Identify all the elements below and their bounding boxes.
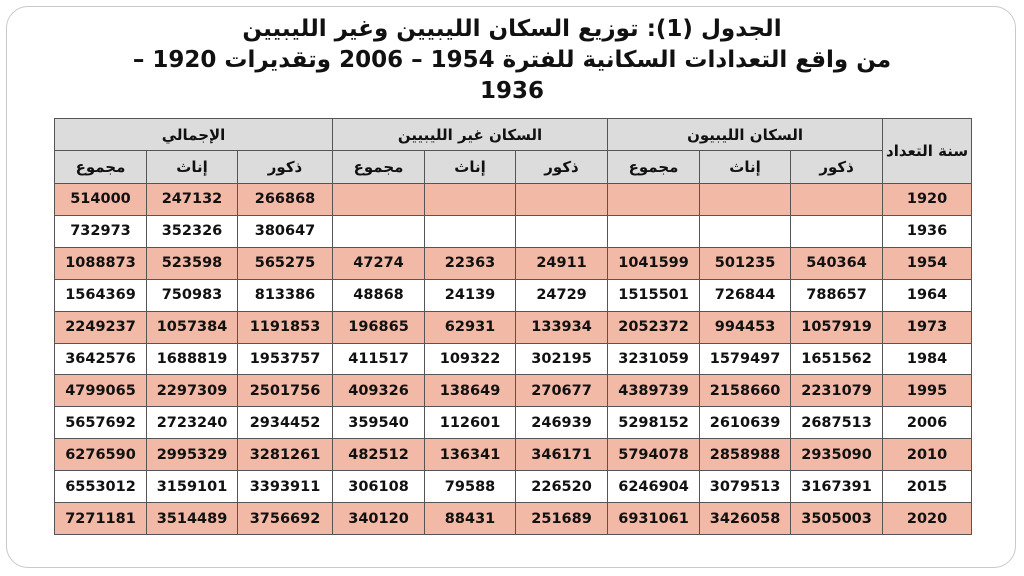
cell-non-sum: 359540	[333, 407, 425, 439]
title-line-2: من واقع التعدادات السكانية للفترة 1954 – 2006 وتقديرات 1920 –	[132, 47, 892, 73]
cell-year: 2015	[883, 471, 972, 503]
table-row	[55, 471, 972, 503]
cell-total-males: 1191853	[238, 311, 333, 343]
cell-year: 1936	[883, 215, 972, 247]
table-row	[55, 503, 972, 535]
cell-total-females: 352326	[147, 215, 238, 247]
cell-lib-females: 2158660	[700, 375, 791, 407]
header-lib-females: إناث	[700, 151, 791, 184]
header-census-year: سنة التعداد	[883, 119, 972, 184]
cell-non-females: 109322	[425, 343, 516, 375]
table-row	[55, 184, 972, 216]
header-non-libyans: السكان غير الليبيين	[333, 119, 608, 151]
cell-year: 2010	[883, 439, 972, 471]
cell-lib-males: 3505003	[791, 503, 883, 535]
header-total-sum: مجموع	[55, 151, 147, 184]
cell-year: 1920	[883, 184, 972, 216]
cell-lib-females: 2858988	[700, 439, 791, 471]
cell-non-sum: 482512	[333, 439, 425, 471]
cell-total-males: 813386	[238, 279, 333, 311]
header-non-males: ذكور	[516, 151, 608, 184]
cell-total-sum: 6553012	[55, 471, 147, 503]
cell-non-sum: 340120	[333, 503, 425, 535]
table-row	[55, 343, 972, 375]
cell-total-sum: 7271181	[55, 503, 147, 535]
cell-lib-males: 1651562	[791, 343, 883, 375]
cell-non-sum: 47274	[333, 247, 425, 279]
cell-non-females	[425, 184, 516, 216]
cell-lib-females	[700, 184, 791, 216]
cell-non-sum: 409326	[333, 375, 425, 407]
table-row	[55, 279, 972, 311]
cell-lib-sum: 6246904	[608, 471, 700, 503]
cell-non-females: 88431	[425, 503, 516, 535]
cell-total-sum: 4799065	[55, 375, 147, 407]
cell-year: 1984	[883, 343, 972, 375]
cell-lib-males: 540364	[791, 247, 883, 279]
cell-non-males: 133934	[516, 311, 608, 343]
cell-lib-males: 1057919	[791, 311, 883, 343]
cell-non-sum: 48868	[333, 279, 425, 311]
cell-non-sum	[333, 215, 425, 247]
cell-lib-females: 994453	[700, 311, 791, 343]
cell-total-sum: 1088873	[55, 247, 147, 279]
cell-total-females: 3514489	[147, 503, 238, 535]
cell-total-sum: 6276590	[55, 439, 147, 471]
cell-total-males: 266868	[238, 184, 333, 216]
header-total-females: إناث	[147, 151, 238, 184]
cell-total-males: 565275	[238, 247, 333, 279]
cell-total-males: 3393911	[238, 471, 333, 503]
table-row	[55, 407, 972, 439]
cell-non-sum	[333, 184, 425, 216]
header-row-subcolumns	[55, 151, 972, 184]
cell-non-males	[516, 184, 608, 216]
cell-non-sum: 411517	[333, 343, 425, 375]
cell-total-sum: 514000	[55, 184, 147, 216]
cell-lib-sum: 1515501	[608, 279, 700, 311]
cell-lib-males: 788657	[791, 279, 883, 311]
cell-lib-sum: 5794078	[608, 439, 700, 471]
cell-non-males: 270677	[516, 375, 608, 407]
header-total-males: ذكور	[238, 151, 333, 184]
cell-lib-females: 501235	[700, 247, 791, 279]
cell-non-females: 138649	[425, 375, 516, 407]
cell-total-females: 3159101	[147, 471, 238, 503]
cell-lib-females: 1579497	[700, 343, 791, 375]
cell-total-females: 2995329	[147, 439, 238, 471]
cell-total-males: 2501756	[238, 375, 333, 407]
cell-non-females: 136341	[425, 439, 516, 471]
cell-lib-sum: 2052372	[608, 311, 700, 343]
cell-year: 2020	[883, 503, 972, 535]
cell-total-females: 1057384	[147, 311, 238, 343]
cell-non-females: 24139	[425, 279, 516, 311]
cell-total-sum: 5657692	[55, 407, 147, 439]
cell-lib-males	[791, 215, 883, 247]
table-row	[55, 311, 972, 343]
cell-total-sum: 2249237	[55, 311, 147, 343]
cell-lib-females: 3079513	[700, 471, 791, 503]
cell-total-females: 2723240	[147, 407, 238, 439]
title-line-1: الجدول (1): توزيع السكان الليبيين وغير الليبيين	[242, 16, 782, 42]
cell-lib-males: 3167391	[791, 471, 883, 503]
cell-total-females: 523598	[147, 247, 238, 279]
cell-total-sum: 3642576	[55, 343, 147, 375]
population-table	[54, 118, 972, 535]
cell-non-males: 246939	[516, 407, 608, 439]
table-row	[55, 439, 972, 471]
cell-lib-females: 3426058	[700, 503, 791, 535]
cell-non-males: 24911	[516, 247, 608, 279]
cell-total-males: 2934452	[238, 407, 333, 439]
cell-total-males: 3756692	[238, 503, 333, 535]
cell-lib-females: 726844	[700, 279, 791, 311]
cell-year: 2006	[883, 407, 972, 439]
cell-total-sum: 732973	[55, 215, 147, 247]
header-lib-sum: مجموع	[608, 151, 700, 184]
cell-non-females: 62931	[425, 311, 516, 343]
cell-non-males: 226520	[516, 471, 608, 503]
cell-non-females: 79588	[425, 471, 516, 503]
cell-lib-sum: 6931061	[608, 503, 700, 535]
title-line-3: 1936	[479, 78, 544, 104]
cell-lib-males: 2935090	[791, 439, 883, 471]
header-row-groups	[55, 119, 972, 151]
cell-lib-sum	[608, 184, 700, 216]
cell-total-females: 247132	[147, 184, 238, 216]
cell-year: 1954	[883, 247, 972, 279]
cell-non-females	[425, 215, 516, 247]
cell-total-males: 380647	[238, 215, 333, 247]
table-row	[55, 215, 972, 247]
cell-total-males: 3281261	[238, 439, 333, 471]
cell-total-females: 1688819	[147, 343, 238, 375]
cell-non-sum: 196865	[333, 311, 425, 343]
header-total: الإجمالي	[55, 119, 333, 151]
cell-lib-males: 2687513	[791, 407, 883, 439]
cell-lib-females: 2610639	[700, 407, 791, 439]
cell-lib-sum	[608, 215, 700, 247]
cell-non-sum: 306108	[333, 471, 425, 503]
cell-total-females: 750983	[147, 279, 238, 311]
cell-lib-males: 2231079	[791, 375, 883, 407]
cell-year: 1995	[883, 375, 972, 407]
table-title	[60, 14, 964, 107]
cell-lib-females	[700, 215, 791, 247]
cell-non-males	[516, 215, 608, 247]
cell-non-males: 302195	[516, 343, 608, 375]
cell-lib-sum: 5298152	[608, 407, 700, 439]
cell-lib-males	[791, 184, 883, 216]
cell-non-males: 24729	[516, 279, 608, 311]
cell-total-females: 2297309	[147, 375, 238, 407]
header-non-females: إناث	[425, 151, 516, 184]
cell-lib-sum: 1041599	[608, 247, 700, 279]
cell-non-females: 22363	[425, 247, 516, 279]
table-row	[55, 247, 972, 279]
cell-lib-sum: 4389739	[608, 375, 700, 407]
header-libyans: السكان الليبيون	[608, 119, 883, 151]
cell-lib-sum: 3231059	[608, 343, 700, 375]
cell-year: 1964	[883, 279, 972, 311]
cell-total-males: 1953757	[238, 343, 333, 375]
cell-non-males: 346171	[516, 439, 608, 471]
cell-year: 1973	[883, 311, 972, 343]
cell-total-sum: 1564369	[55, 279, 147, 311]
header-lib-males: ذكور	[791, 151, 883, 184]
header-non-sum: مجموع	[333, 151, 425, 184]
cell-non-females: 112601	[425, 407, 516, 439]
table-row	[55, 375, 972, 407]
cell-non-males: 251689	[516, 503, 608, 535]
